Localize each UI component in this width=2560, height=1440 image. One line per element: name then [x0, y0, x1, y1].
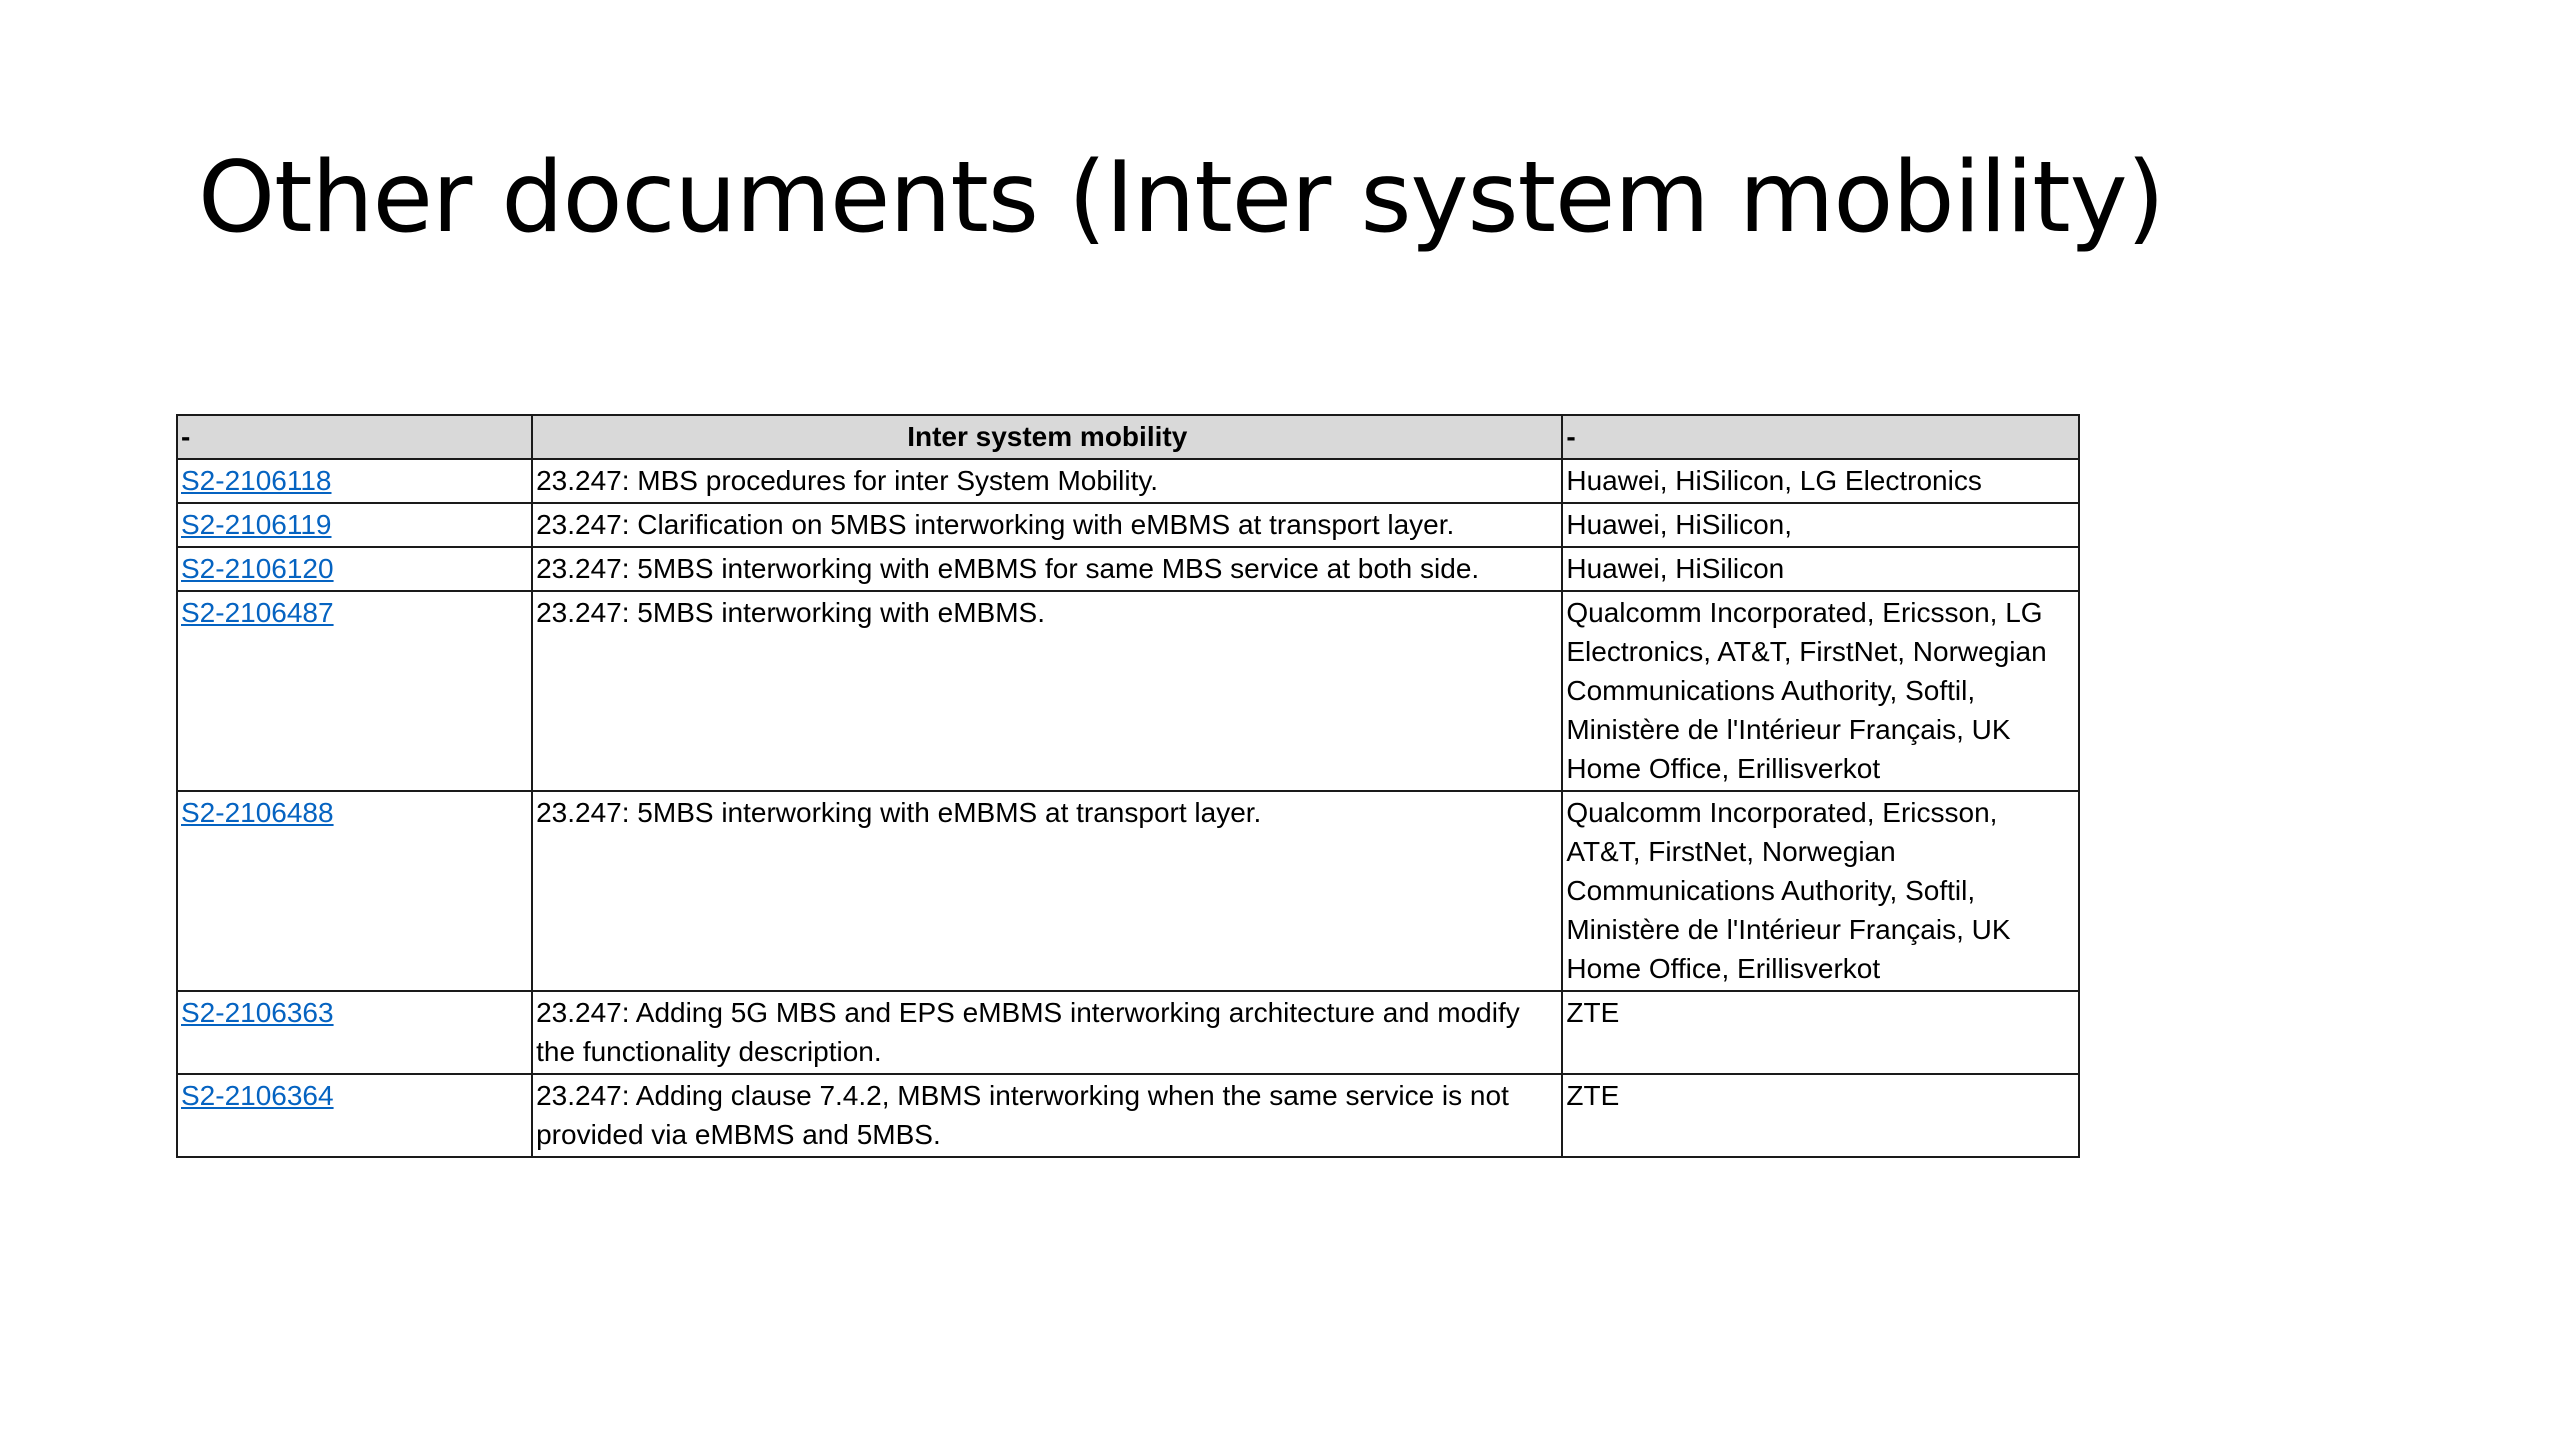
doc-id-cell — [177, 991, 532, 1074]
doc-title-cell: 23.247: 5MBS interworking with eMBMS at transport layer. — [532, 791, 1562, 991]
doc-source-cell: ZTE — [1562, 991, 2079, 1074]
doc-link[interactable]: S2-2106487 — [181, 597, 334, 628]
doc-link[interactable]: S2-2106119 — [181, 509, 332, 540]
doc-title-cell: 23.247: Clarification on 5MBS interworking with eMBMS at transport layer. — [532, 503, 1562, 547]
table-row — [177, 791, 2079, 991]
header-cell-source: - — [1562, 415, 2079, 459]
slide-title: Other documents (Inter system mobility) — [198, 141, 2164, 255]
doc-source-cell: Qualcomm Incorporated, Ericsson, AT&T, FirstNet, Norwegian Communications Authority, Softil, Ministère de l'Intérieur Français, UK Home Office, Erillisverkot — [1562, 791, 2079, 991]
table-row — [177, 459, 2079, 503]
doc-source-cell: Huawei, HiSilicon — [1562, 547, 2079, 591]
doc-id-cell — [177, 591, 532, 791]
table-row — [177, 1074, 2079, 1157]
doc-link[interactable]: S2-2106364 — [181, 1080, 334, 1111]
doc-source-cell: Huawei, HiSilicon, — [1562, 503, 2079, 547]
doc-source-cell: Huawei, HiSilicon, LG Electronics — [1562, 459, 2079, 503]
doc-title-cell: 23.247: 5MBS interworking with eMBMS for same MBS service at both side. — [532, 547, 1562, 591]
table-row — [177, 591, 2079, 791]
table-row — [177, 991, 2079, 1074]
doc-title-cell: 23.247: MBS procedures for inter System Mobility. — [532, 459, 1562, 503]
doc-title-cell: 23.247: Adding 5G MBS and EPS eMBMS interworking architecture and modify the functionality description. — [532, 991, 1562, 1074]
table-header-row — [177, 415, 2079, 459]
table-row — [177, 503, 2079, 547]
doc-link[interactable]: S2-2106488 — [181, 797, 334, 828]
doc-title-cell: 23.247: Adding clause 7.4.2, MBMS interworking when the same service is not provided via eMBMS and 5MBS. — [532, 1074, 1562, 1157]
doc-link[interactable]: S2-2106120 — [181, 553, 334, 584]
doc-link[interactable]: S2-2106118 — [181, 465, 332, 496]
doc-source-cell: ZTE — [1562, 1074, 2079, 1157]
doc-id-cell — [177, 503, 532, 547]
header-cell-id: - — [177, 415, 532, 459]
doc-link[interactable]: S2-2106363 — [181, 997, 334, 1028]
doc-id-cell — [177, 459, 532, 503]
header-cell-title: Inter system mobility — [532, 415, 1562, 459]
table-row — [177, 547, 2079, 591]
doc-id-cell — [177, 1074, 532, 1157]
doc-id-cell — [177, 791, 532, 991]
doc-source-cell: Qualcomm Incorporated, Ericsson, LG Electronics, AT&T, FirstNet, Norwegian Communications Authority, Softil, Ministère de l'Intérieur Français, UK Home Office, Erillisverkot — [1562, 591, 2079, 791]
documents-table — [176, 414, 2080, 1158]
doc-id-cell — [177, 547, 532, 591]
doc-title-cell: 23.247: 5MBS interworking with eMBMS. — [532, 591, 1562, 791]
